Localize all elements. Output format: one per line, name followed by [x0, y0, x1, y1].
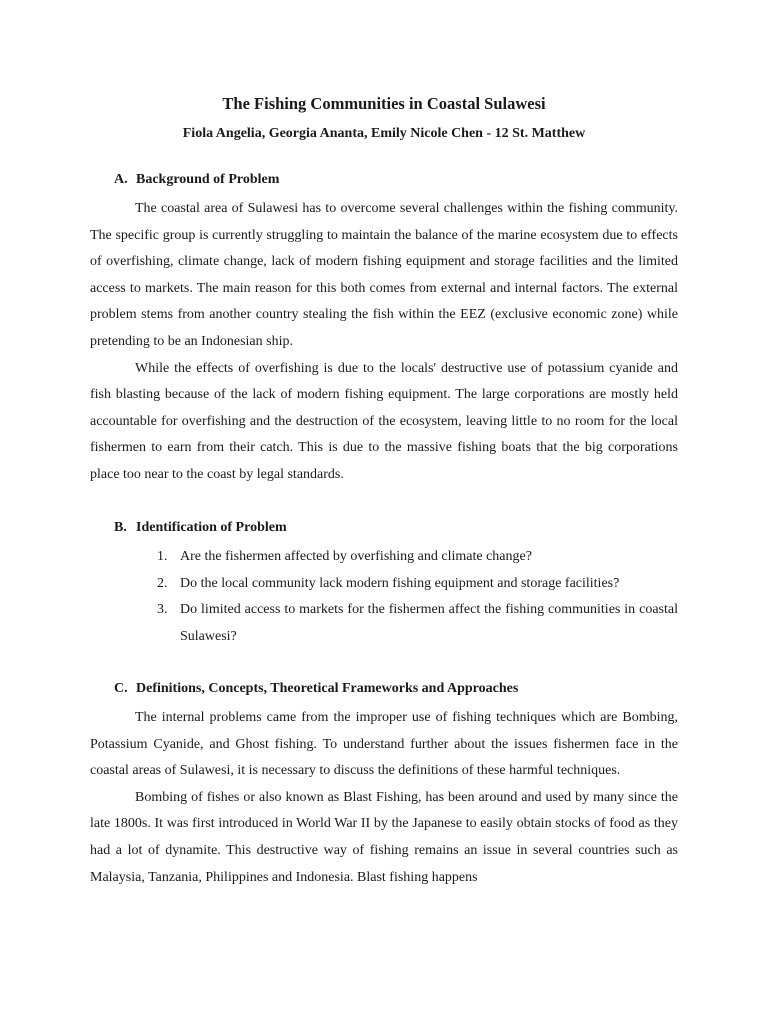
list-item [90, 571, 678, 598]
section-letter: A. [114, 172, 128, 187]
problem-list [90, 544, 678, 650]
section-heading [90, 518, 678, 538]
section-identification [90, 518, 678, 650]
paragraph: The internal problems came from the improper use of fishing techniques which are Bombing, Potassium Cyanide, and Ghost fishing. To understand further about the issues fishermen face in the coastal areas of Sulawesi, it is necessary to discuss the definitions of these harmful techniques. [90, 710, 678, 779]
section-heading [90, 170, 678, 190]
section-background [90, 170, 678, 489]
list-item-text: Are the fishermen affected by overfishing and climate change? [180, 549, 532, 564]
list-number: 1. [157, 549, 168, 564]
paragraph: Bombing of fishes or also known as Blast Fishing, has been around and used by many since the late 1800s. It was first introduced in World War II by the Japanese to easily obtain stocks of food as they had a lot of dynamite. This destructive way of fishing remains an issue in several countries such as Malaysia, Tanzania, Philippines and Indonesia. Blast fishing happens [90, 789, 678, 885]
document-authors: Fiola Angelia, Georgia Ananta, Emily Nicole Chen - 12 St. Matthew [182, 126, 586, 141]
list-item [90, 544, 678, 571]
list-number: 3. [157, 602, 168, 618]
section-letter: C. [114, 681, 128, 696]
section-heading-text: Definitions, Concepts, Theoretical Frameworks and Approaches [136, 681, 519, 696]
section-definitions [90, 679, 678, 891]
section-heading [90, 679, 678, 699]
section-letter: B. [114, 520, 127, 535]
section-heading-text: Identification of Problem [136, 520, 287, 535]
list-item [90, 597, 678, 650]
paragraph: The coastal area of Sulawesi has to overcome several challenges within the fishing community. The specific group is currently struggling to maintain the balance of the marine ecosystem due to effects of overfishing, climate change, lack of modern fishing equipment and storage facilities and the limited access to markets. The main reason for this both comes from external and internal factors. The external problem stems from another country stealing the fish within the EEZ (exclusive economic zone) while pretending to be an Indonesian ship. [90, 201, 678, 349]
list-item-text: Do the local community lack modern fishing equipment and storage facilities? [180, 575, 620, 591]
list-item-text: Do limited access to markets for the fishermen affect the fishing communities in coastal Sulawesi? [180, 602, 678, 644]
section-heading-text: Background of Problem [136, 172, 280, 187]
document-title: The Fishing Communities in Coastal Sulawesi [222, 94, 546, 113]
list-number: 2. [157, 575, 168, 591]
paragraph: While the effects of overfishing is due to the locals' destructive use of potassium cyanide and fish blasting because of the lack of modern fishing equipment. The large corporations are mostly held accountable for overfishing and the destruction of the ecosystem, leaving little to no room for the local fishermen to earn from their catch. This is due to the massive fishing boats that the big corporations place too near to the coast by legal standards. [90, 360, 678, 482]
